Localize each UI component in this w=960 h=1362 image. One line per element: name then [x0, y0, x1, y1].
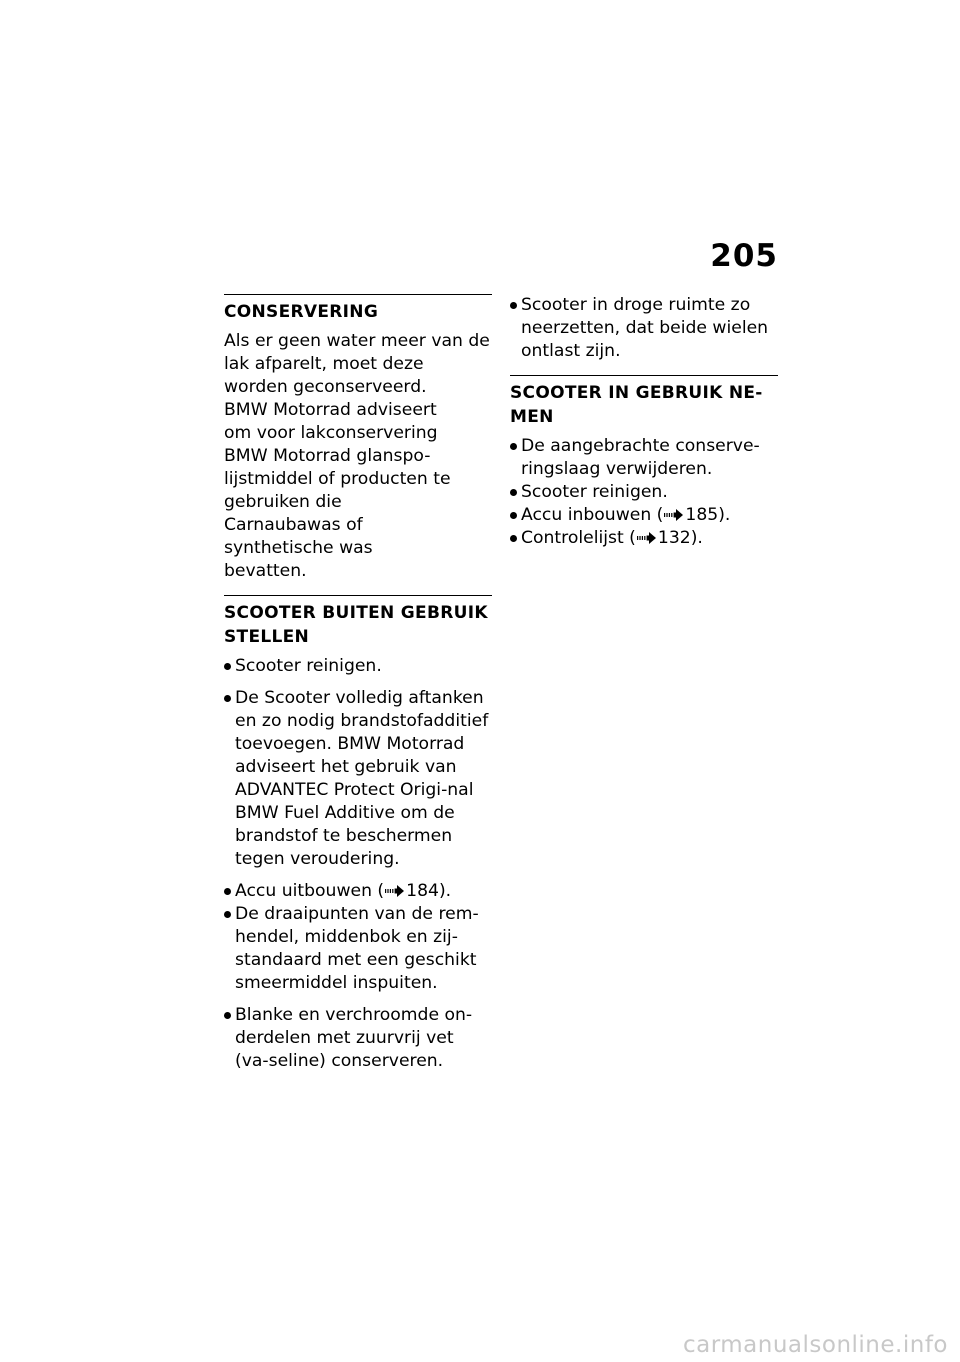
section-conservering [224, 294, 492, 583]
bullet-icon [510, 512, 517, 519]
bullet-icon [224, 663, 231, 670]
list-item-suffix: ). [718, 505, 731, 525]
list-item-text: Scooter reinigen. [235, 656, 382, 676]
bullet-icon [510, 302, 517, 309]
bullet-icon [510, 535, 517, 542]
page-reference-arrow-icon [385, 885, 405, 897]
list-item-text: Scooter in droge ruimte zo neerzetten, dat beide wielen ontlast zijn. [521, 295, 769, 361]
list-item [224, 880, 492, 903]
list-item-text: Scooter reinigen. [521, 482, 668, 502]
left-column [224, 294, 492, 1073]
page-reference-link[interactable]: 185 [685, 505, 719, 525]
list-item-prefix: Accu uitbouwen ( [235, 881, 385, 901]
list-item-suffix: ). [690, 528, 703, 548]
page-reference-link[interactable]: 184 [406, 881, 439, 901]
section-heading-buiten-gebruik: SCOOTER BUITEN GEBRUIK STELLEN [224, 603, 488, 647]
section-divider [510, 375, 778, 376]
section-heading-in-gebruik: SCOOTER IN GEBRUIK NE-MEN [510, 383, 763, 427]
bullet-icon [510, 443, 517, 450]
section-buiten-gebruik [224, 595, 492, 1073]
list-item [510, 294, 778, 363]
list-item [510, 435, 778, 481]
list-item-text: De Scooter volledig aftanken en zo nodig brandstofadditief toevoegen. BMW Motorrad adviseert het gebruik van ADVANTEC Protect Origi-nal BMW Fuel Additive om de brandstof te beschermen tegen veroudering. [235, 688, 489, 869]
page-reference-link[interactable]: 132 [657, 528, 691, 548]
list-item [224, 1004, 492, 1073]
list-item [224, 687, 492, 871]
list-item-text: De draaipunten van de rem-hendel, middenbok en zij-standaard met een geschikt smeermiddel inspuiten. [235, 904, 479, 993]
list-item [224, 903, 492, 995]
bullet-icon [510, 489, 517, 496]
list-item-prefix: Accu inbouwen ( [521, 505, 664, 525]
list-item [224, 655, 492, 678]
right-column [510, 294, 778, 550]
section-divider [224, 595, 492, 596]
paragraph-bmw-advies: BMW Motorrad adviseert om voor lakconservering BMW Motorrad glanspo-lijstmiddel of producten te gebruiken die Carnaubawas of synthetische was bevatten. [224, 400, 451, 581]
step-list-continued [510, 294, 778, 363]
step-list-in-gebruik [510, 435, 778, 550]
step-list-buiten-gebruik [224, 655, 492, 1073]
section-divider [224, 294, 492, 295]
list-item [510, 504, 778, 527]
page-reference-arrow-icon [637, 532, 657, 544]
page-number: 205 [710, 238, 778, 274]
paragraph-lak-afparelen: Als er geen water meer van de lak afparelt, moet deze worden geconserveerd. [224, 331, 490, 397]
list-item [510, 481, 778, 504]
section-in-gebruik [510, 375, 778, 550]
watermark-footer: carmanualsonline.info [682, 1332, 948, 1358]
list-item-suffix: ). [438, 881, 452, 901]
bullet-icon [224, 1012, 231, 1019]
bullet-icon [224, 695, 231, 702]
bullet-icon [224, 911, 231, 918]
page-reference-arrow-icon [664, 509, 684, 521]
list-item [510, 527, 778, 550]
list-item-text: Blanke en verchroomde on-derdelen met zuurvrij vet (va-seline) conserveren. [235, 1005, 473, 1071]
list-item-text: De aangebrachte conserve-ringslaag verwijderen. [521, 436, 760, 479]
bullet-icon [224, 888, 231, 895]
section-heading-conservering: CONSERVERING [224, 302, 379, 322]
list-item-prefix: Controlelijst ( [521, 528, 636, 548]
